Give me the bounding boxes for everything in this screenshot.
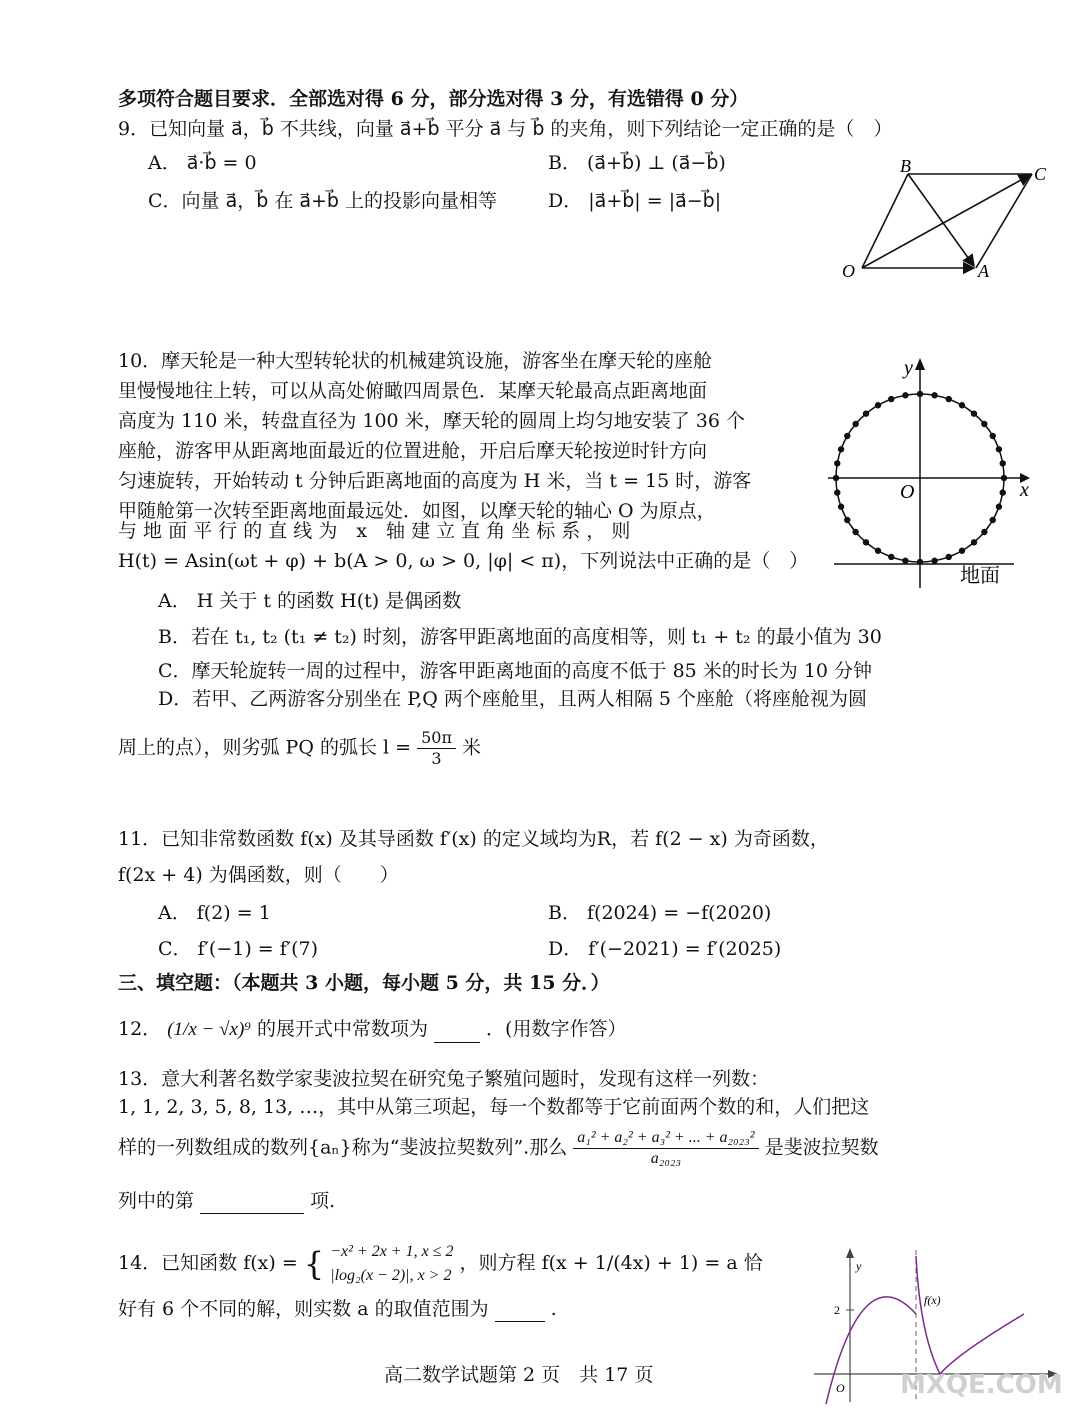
q13-line-1: 13．意大利著名数学家斐波拉契在研究兔子繁殖问题时，发现有这样一列数： <box>118 1068 770 1090</box>
q10-option-a: A． H 关于 t 的函数 H(t) 是偶函数 <box>158 590 462 612</box>
q13-line-3 <box>118 1128 879 1169</box>
cabin-dot <box>981 529 987 535</box>
vector-BA <box>908 174 974 266</box>
cabin-dot <box>902 392 908 398</box>
q10-line-7: 与 地 面 平 行 的 直 线 为 x 轴 建 立 直 角 坐 标 系 ， 则 <box>118 520 631 542</box>
q13-line4-pre: 列中的第 <box>118 1190 195 1212</box>
q10-line-2: 里慢慢地往上转，可以从高处俯瞰四周景色．某摩天轮最高点距离地面 <box>118 380 708 402</box>
label-y: y <box>856 1259 862 1273</box>
q14-line-1 <box>118 1238 763 1290</box>
cabin-dot <box>834 489 840 495</box>
label-y: y <box>904 357 913 379</box>
q12-expression: (1/x − √x)⁹ <box>167 1019 251 1040</box>
cabin-dot <box>852 529 858 535</box>
cabin-dot <box>959 548 965 554</box>
q10-option-c: C．摩天轮旋转一周的过程中，游客甲距离地面的高度不低于 85 米的时长为 10 分钟 <box>158 660 873 682</box>
cabin-dot <box>971 539 977 545</box>
cabin-dot <box>833 475 839 481</box>
cabin-dot <box>888 396 894 402</box>
cabin-dot <box>931 558 937 564</box>
label-origin: O <box>836 1381 845 1395</box>
q13-line3-pre: 样的一列数组成的数列{aₙ}称为“斐波拉契数列”.那么 <box>118 1136 568 1159</box>
q14-line2-post: . <box>550 1298 557 1320</box>
cabin-dot <box>990 517 996 523</box>
cabin-dot <box>875 402 881 408</box>
label-C: C <box>1034 164 1047 184</box>
q10-line-8: H(t) = Asin(ωt + φ) + b(A > 0, ω > 0, |φ| < π)，下列说法中正确的是（ ） <box>118 550 809 572</box>
q13-fraction-denominator: a₂₀₂₃ <box>650 1150 682 1167</box>
q10-d-post: 米 <box>462 736 482 759</box>
q9-parallelogram-figure <box>836 155 1056 285</box>
q10-d-fraction <box>417 728 456 769</box>
label-2: 2 <box>834 1303 840 1317</box>
cabin-dot <box>971 410 977 416</box>
log-curve <box>916 1256 1024 1374</box>
q12-number: 12． <box>118 1018 162 1040</box>
cabin-dot <box>996 504 1002 510</box>
q12-answer-blank[interactable] <box>434 1022 480 1043</box>
page-footer: 高二数学试题第 2 页 共 17 页 <box>384 1364 654 1386</box>
cabin-dot <box>959 402 965 408</box>
q11-option-c: C． f′(−1) = f′(7) <box>158 938 319 960</box>
q10-option-b: B．若在 t₁, t₂ (t₁ ≠ t₂) 时刻，游客甲距离地面的高度相等，则 t₁ + t₂ 的最小值为 30 <box>158 626 882 648</box>
q10-d-numerator: 50π <box>417 728 456 749</box>
q13-answer-blank[interactable] <box>200 1193 304 1214</box>
cabin-dot <box>838 504 844 510</box>
cabin-dot <box>1000 460 1006 466</box>
cabin-dot <box>844 433 850 439</box>
q13-line3-post: 是斐波拉契数 <box>764 1136 879 1159</box>
y-axis-arrow <box>915 358 925 370</box>
q13-line4-post: 项. <box>310 1190 336 1212</box>
section-header-note: 多项符合题目要求．全部选对得 6 分，部分选对得 3 分，有选错得 0 分） <box>118 88 749 110</box>
section-3-title: 三、填空题：（本题共 3 小题，每小题 5 分，共 15 分．） <box>118 972 610 994</box>
q14-answer-blank[interactable] <box>495 1301 545 1322</box>
label-ground: 地面 <box>960 563 1000 587</box>
label-O: O <box>842 261 855 281</box>
cabin-dot <box>844 517 850 523</box>
q12-text: 的展开式中常数项为 <box>256 1018 428 1040</box>
cabin-dot <box>838 446 844 452</box>
q11-option-b: B． f(2024) = −f(2020) <box>548 902 772 924</box>
cabin-dot <box>1001 475 1007 481</box>
cabin-dot <box>990 433 996 439</box>
q10-line-6: 甲随舱第一次转至距离地面最远处．如图，以摩天轮的轴心 O 为原点， <box>118 500 716 522</box>
q14-line2-pre: 好有 6 个不同的解，则实数 a 的取值范围为 <box>118 1298 489 1320</box>
q13-fraction <box>573 1128 758 1169</box>
q9-option-c: C．向量 a⃗，b⃗ 在 a⃗+b⃗ 上的投影向量相等 <box>148 190 498 212</box>
q9-option-d: D． |a⃗+b⃗| = |a⃗−b⃗| <box>548 190 722 212</box>
q14-pre: 14．已知函数 f(x) = <box>118 1252 298 1274</box>
cabin-dot <box>875 548 881 554</box>
cabin-dot <box>902 558 908 564</box>
q10-option-d-line1: D．若甲、乙两游客分别坐在 P,Q 两个座舱里，且两人相隔 5 个座舱（将座舱视为圆 <box>158 688 868 710</box>
cabin-dot <box>917 391 923 397</box>
q14-cases <box>330 1240 453 1288</box>
q14-case-2: |log₂(x − 2)|, x > 2 <box>330 1267 452 1284</box>
q10-d-denominator: 3 <box>431 749 442 768</box>
edge-OB <box>862 174 908 268</box>
cabin-dot <box>946 554 952 560</box>
cabin-dot <box>863 539 869 545</box>
q13-fraction-numerator: a₁² + a₂² + a₃² + ... + a₂₀₂₃² <box>573 1128 758 1149</box>
cabin-dot <box>834 460 840 466</box>
q11-line-1: 11．已知非常数函数 f(x) 及其导函数 f′(x) 的定义域均为R，若 f(2 − x) 为奇函数， <box>118 828 829 850</box>
cabin-dot <box>931 392 937 398</box>
label-B: B <box>900 156 911 176</box>
q13-line-4 <box>118 1188 335 1214</box>
q9-option-b: B． (a⃗+b⃗) ⊥ (a⃗−b⃗) <box>548 152 726 174</box>
q14-mid: ，则方程 f(x + 1/(4x) + 1) = a 恰 <box>459 1252 763 1274</box>
cabin-dot <box>1000 489 1006 495</box>
watermark: MXQE.COM <box>900 1370 1063 1400</box>
q10-line-3: 高度为 110 米，转盘直径为 100 米，摩天轮的圆周上均匀地安装了 36 个 <box>118 410 745 432</box>
label-origin: O <box>900 481 915 503</box>
q14-brace: { <box>303 1245 325 1283</box>
q10-option-d-line2 <box>118 728 481 769</box>
q10-line-5: 匀速旋转，开始转动 t 分钟后距离地面的高度为 H 米，当 t = 15 时，游客 <box>118 470 752 492</box>
q12-line <box>118 1016 626 1043</box>
cabin-dot <box>852 421 858 427</box>
q11-option-a: A． f(2) = 1 <box>158 902 271 924</box>
q12-tail: ．(用数字作答） <box>486 1018 627 1040</box>
cabin-dot <box>946 396 952 402</box>
q9-option-a: A． a⃗·b⃗ = 0 <box>148 152 257 174</box>
vector-OC <box>862 175 1030 268</box>
cabin-dot <box>996 446 1002 452</box>
label-fx: f(x) <box>924 1293 941 1307</box>
q10-line-1: 10．摩天轮是一种大型转轮状的机械建筑设施，游客坐在摩天轮的座舱 <box>118 350 713 372</box>
cabin-dot <box>863 410 869 416</box>
label-x: x <box>1020 479 1029 501</box>
cabin-dot <box>888 554 894 560</box>
q10-d-pre: 周上的点），则劣弧 PQ 的弧长 l = <box>118 736 412 759</box>
label-A: A <box>978 261 989 281</box>
edge-CA <box>976 174 1032 268</box>
q11-line-2: f(2x + 4) 为偶函数，则（ ） <box>118 864 399 886</box>
q10-line-4: 座舱，游客甲从距离地面最近的位置进舱，开启后摩天轮按逆时针方向 <box>118 440 708 462</box>
q10-ferris-wheel-figure <box>824 352 1044 592</box>
q14-case-1: −x² + 2x + 1, x ≤ 2 <box>330 1243 454 1260</box>
q11-option-d: D． f′(−2021) = f′(2025) <box>548 938 782 960</box>
cabin-dot <box>981 421 987 427</box>
q9-stem: 9．已知向量 a⃗，b⃗ 不共线，向量 a⃗+b⃗ 平分 a⃗ 与 b⃗ 的夹角，则下列结论一定正确的是（ ） <box>118 118 893 140</box>
q13-line-2: 1, 1, 2, 3, 5, 8, 13, …，其中从第三项起，每一个数都等于它前面两个数的和，人们把这 <box>118 1096 870 1118</box>
q14-line-2 <box>118 1296 557 1322</box>
